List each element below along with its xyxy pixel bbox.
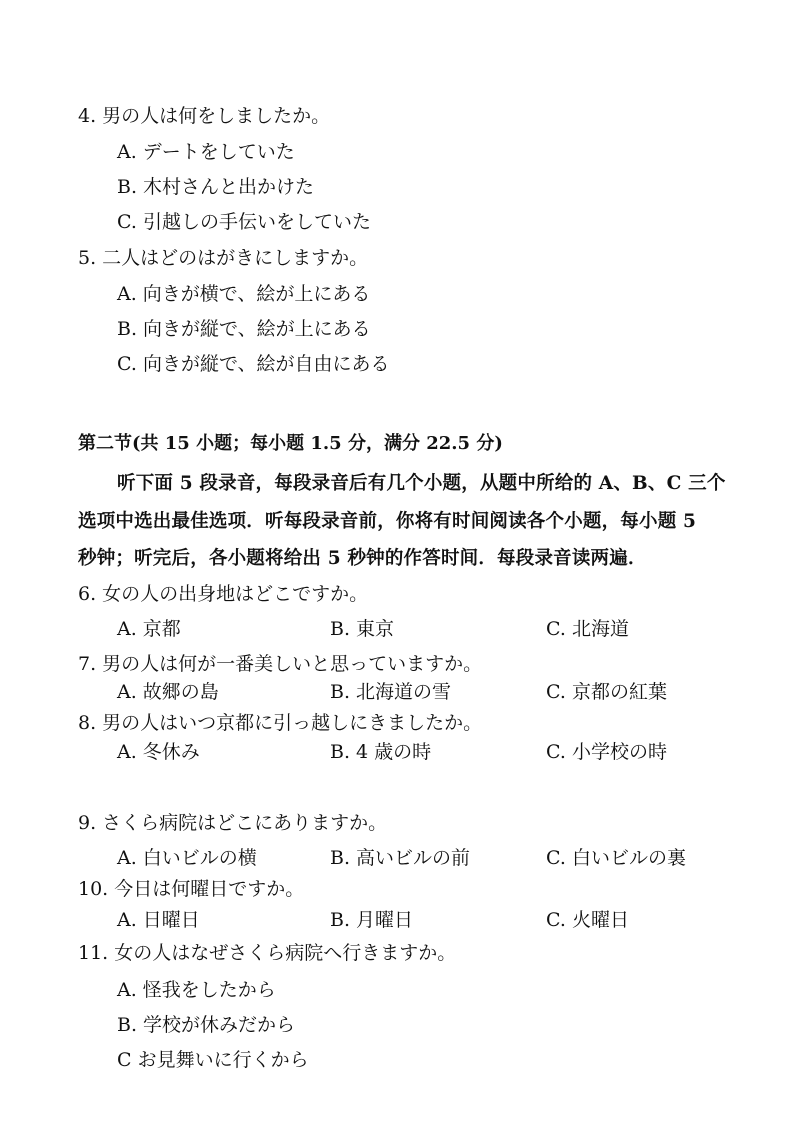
instructions-line-2: 选项中选出最佳选项．听每段录音前，你将有时间阅读各个小题，每小题 5 (78, 511, 697, 532)
question-4-stem: 4. 男の人は何をしましたか。 (78, 105, 331, 127)
question-6-stem: 6. 女の人の出身地はどこですか。 (78, 583, 369, 605)
question-9-stem: 9. さくら病院はどこにありますか。 (78, 812, 388, 834)
question-9-option-a: A. 白いビルの横 (117, 847, 257, 869)
question-6-option-b: B. 東京 (330, 618, 395, 640)
instructions-line-1: 听下面 5 段录音，每段录音后有几个小题，从题中所给的 A、B、C 三个 (117, 473, 726, 494)
question-10-option-c: C. 火曜日 (546, 909, 629, 931)
question-9-option-b: B. 高いビルの前 (330, 847, 471, 869)
question-6-option-a: A. 京都 (117, 618, 181, 640)
question-4-option-c: C. 引越しの手伝いをしていた (117, 211, 371, 233)
question-7-stem: 7. 男の人は何が一番美しいと思っていますか。 (78, 653, 483, 675)
question-11-stem: 11. 女の人はなぜさくら病院へ行きますか。 (78, 942, 457, 964)
question-7-option-b: B. 北海道の雪 (330, 681, 452, 703)
question-10-stem: 10. 今日は何曜日ですか。 (78, 878, 305, 900)
question-5-stem: 5. 二人はどのはがきにしますか。 (78, 247, 369, 269)
question-6-option-c: C. 北海道 (546, 618, 629, 640)
question-8-option-a: A. 冬休み (117, 741, 200, 763)
question-9-option-c: C. 白いビルの裏 (546, 847, 686, 869)
question-4-option-b: B. 木村さんと出かけた (117, 176, 315, 198)
question-5-option-b: B. 向きが縦で、絵が上にある (117, 318, 371, 340)
question-8-option-c: C. 小学校の時 (546, 741, 667, 763)
question-4-option-a: A. デートをしていた (117, 141, 295, 163)
question-7-option-a: A. 故郷の島 (117, 681, 219, 703)
question-7-option-c: C. 京都の紅葉 (546, 681, 667, 703)
question-8-option-b: B. 4 歳の時 (330, 741, 432, 763)
question-5-option-c: C. 向きが縦で、絵が自由にある (117, 353, 390, 375)
question-10-option-a: A. 日曜日 (117, 909, 200, 931)
instructions-line-3: 秒钟；听完后，各小题将给出 5 秒钟的作答时间．每段录音读两遍． (78, 548, 647, 569)
question-8-stem: 8. 男の人はいつ京都に引っ越しにきましたか。 (78, 712, 483, 734)
question-5-option-a: A. 向きが横で、絵が上にある (117, 283, 371, 305)
question-11-option-c: C お見舞いに行くから (117, 1049, 309, 1071)
question-11-option-a: A. 怪我をしたから (117, 979, 276, 1001)
section-heading: 第二节(共 15 小题；每小题 1.5 分，满分 22.5 分) (78, 433, 503, 454)
question-10-option-b: B. 月曜日 (330, 909, 414, 931)
question-11-option-b: B. 学校が休みだから (117, 1014, 296, 1036)
